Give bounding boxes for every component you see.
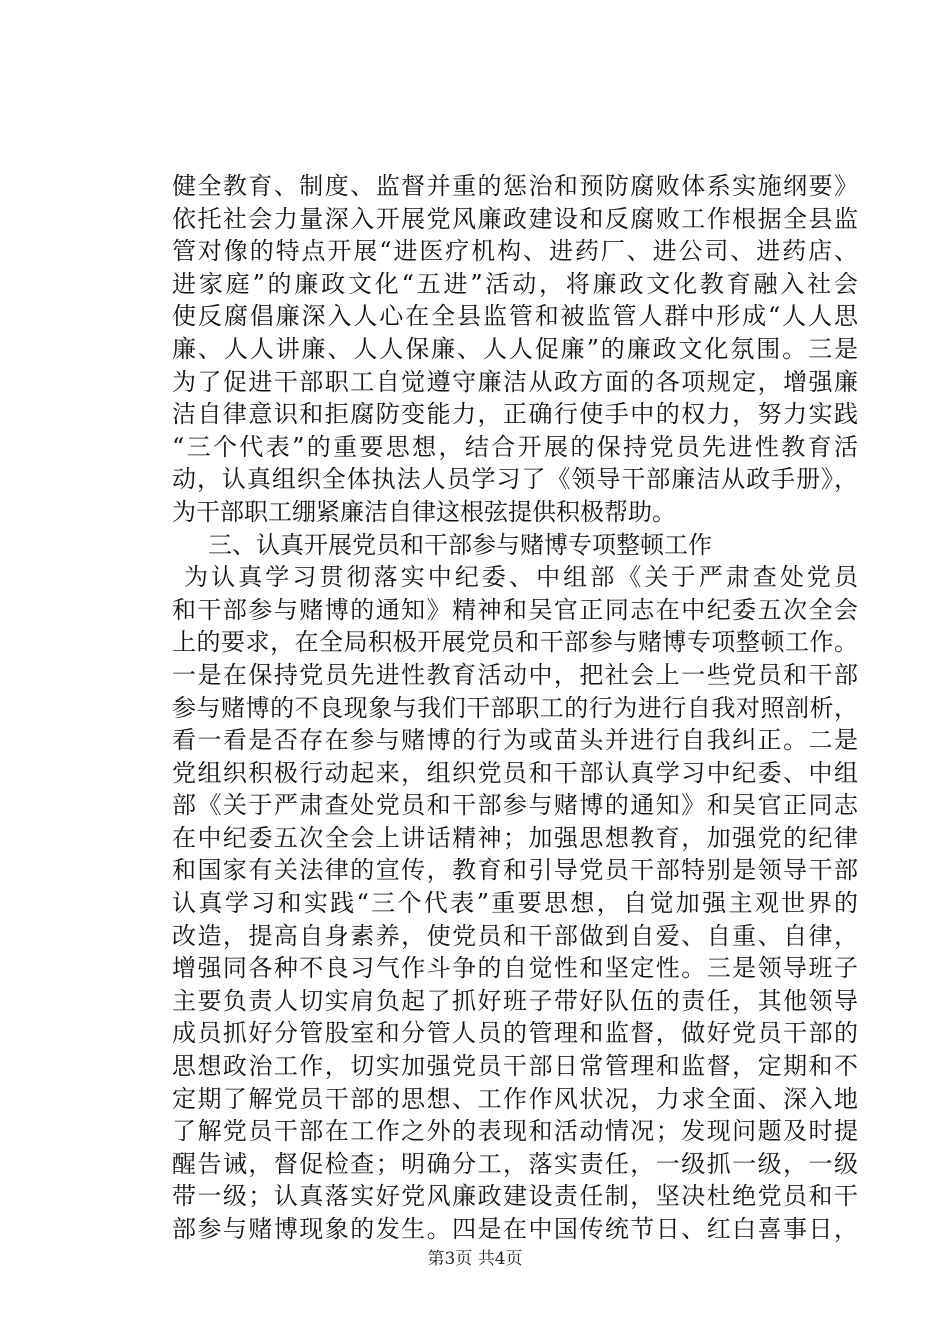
text-line: 部参与赌博现象的发生。四是在中国传统节日、红白喜事日， (172, 1215, 858, 1243)
text-line: 定期了解党员干部的思想、工作作风状况，力求全面、深入地 (172, 1084, 858, 1113)
text-line: 成员抓好分管股室和分管人员的管理和监督，做好党员干部的 (172, 1019, 858, 1048)
text-line: 看一看是否存在参与赌博的行为或苗头并进行自我纠正。二是 (172, 726, 858, 755)
text-line: 在中纪委五次全会上讲话精神；加强思想教育，加强党的纪律 (172, 823, 858, 852)
section-heading: 三、认真开展党员和干部参与赌博专项整顿工作 (208, 530, 712, 559)
text-line: 改造，提高自身素养，使党员和干部做到自爱、自重、自律， (172, 921, 858, 950)
text-line: 和国家有关法律的宣传，教育和引导党员干部特别是领导干部 (172, 856, 858, 885)
text-line: “三个代表”的重要思想，结合开展的保持党员先进性教育活 (172, 432, 858, 461)
text-line: 醒告诫，督促检查；明确分工，落实责任，一级抓一级，一级 (172, 1149, 858, 1178)
text-line: 了解党员干部在工作之外的表现和活动情况；发现问题及时提 (172, 1117, 858, 1146)
text-line: 党组织积极行动起来，组织党员和干部认真学习中纪委、中组 (172, 758, 858, 787)
text-line: 动，认真组织全体执法人员学习了《领导干部廉洁从政手册》， (172, 465, 858, 494)
text-line: 部《关于严肃查处党员和干部参与赌博的通知》和吴官正同志 (172, 791, 858, 820)
text-line: 健全教育、制度、监督并重的惩治和预防腐败体系实施纲要》 (172, 172, 858, 200)
text-line: 增强同各种不良习气作斗争的自觉性和坚定性。三是领导班子 (172, 954, 858, 983)
text-line: 认真学习和实践“三个代表”重要思想，自觉加强主观世界的 (172, 889, 858, 918)
text-line: 参与赌博的不良现象与我们干部职工的行为进行自我对照剖析， (172, 693, 858, 722)
page-footer: 第3页 共4页 (427, 1249, 523, 1269)
text-line: 为干部职工绷紧廉洁自律这根弦提供积极帮助。 (172, 497, 676, 526)
text-line: 上的要求，在全局积极开展党员和干部参与赌博专项整顿工作。 (172, 628, 858, 657)
body-text (172, 170, 858, 1246)
text-line: 和干部参与赌博的通知》精神和吴官正同志在中纪委五次全会 (172, 595, 858, 624)
text-line: 廉、人人讲廉、人人保廉、人人促廉”的廉政文化氛围。三是 (172, 334, 858, 363)
text-line: 思想政治工作，切实加强党员干部日常管理和监督，定期和不 (172, 1052, 858, 1081)
text-line: 进家庭”的廉政文化“五进”活动，将廉政文化教育融入社会 (172, 269, 858, 298)
text-line: 管对像的特点开展“进医疗机构、进药厂、进公司、进药店、 (172, 237, 858, 266)
text-line: 带一级；认真落实好党风廉政建设责任制，坚决杜绝党员和干 (172, 1182, 858, 1211)
text-line: 依托社会力量深入开展党风廉政建设和反腐败工作根据全县监 (172, 204, 858, 233)
text-line: 一是在保持党员先进性教育活动中，把社会上一些党员和干部 (172, 660, 858, 689)
text-line: 洁自律意识和拒腐防变能力，正确行使手中的权力，努力实践 (172, 400, 858, 429)
text-line: 使反腐倡廉深入人心在全县监管和被监管人群中形成“人人思 (172, 302, 858, 331)
text-line: 为认真学习贯彻落实中纪委、中组部《关于严肃查处党员 (184, 563, 858, 592)
text-line: 为了促进干部职工自觉遵守廉洁从政方面的各项规定，增强廉 (172, 367, 858, 396)
text-line: 主要负责人切实肩负起了抓好班子带好队伍的责任，其他领导 (172, 986, 858, 1015)
